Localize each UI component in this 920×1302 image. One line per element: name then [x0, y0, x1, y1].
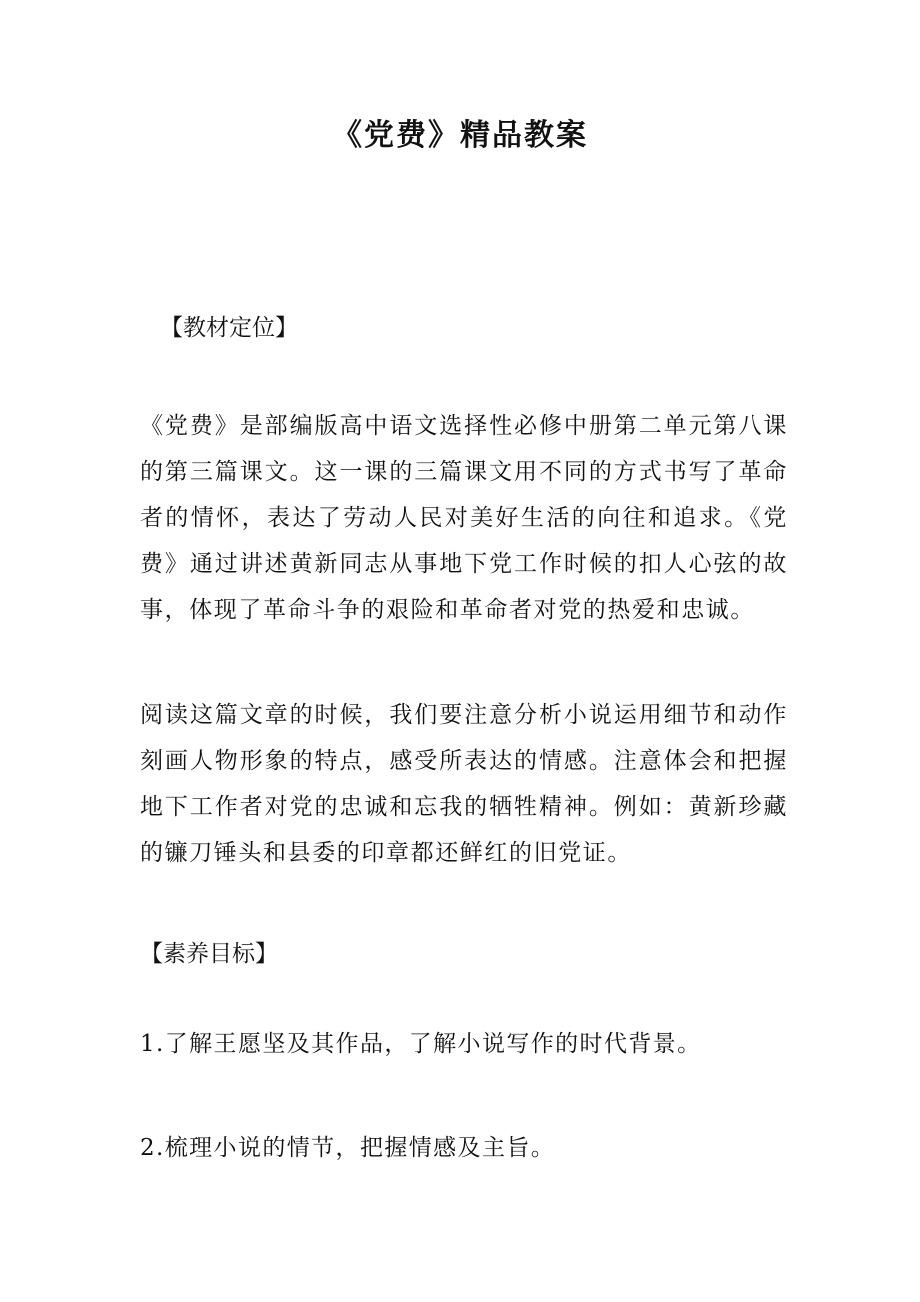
paragraph-textbook-overview: 《党费》是部编版高中语文选择性必修中册第二单元第八课的第三篇课文。这一课的三篇课文用不同的方式书写了革命者的情怀，表达了劳动人民对美好生活的向往和追求。《党费》通过讲述黄新同志从事地下党工作时候的扣人心弦的故事，体现了革命斗争的艰险和革命者对党的热爱和忠诚。	[140, 413, 788, 623]
goal-item-2: 2.梳理小说的情节，把握情感及主旨。	[140, 1135, 556, 1161]
document-title: 《党费》精品教案	[332, 118, 588, 153]
paragraph-reading-guidance: 阅读这篇文章的时候，我们要注意分析小说运用细节和动作刻画人物形象的特点，感受所表达的情感。注意体会和把握地下工作者对党的忠诚和忘我的牺牲精神。例如：黄新珍藏的镰刀锤头和县委的印章都还鲜红的旧党证。	[140, 702, 788, 866]
section-heading-textbook-positioning: 【教材定位】	[160, 315, 298, 341]
section-heading-literacy-goals: 【素养目标】	[140, 941, 278, 967]
goal-item-1: 1.了解王愿坚及其作品，了解小说写作的时代背景。	[140, 1031, 702, 1057]
